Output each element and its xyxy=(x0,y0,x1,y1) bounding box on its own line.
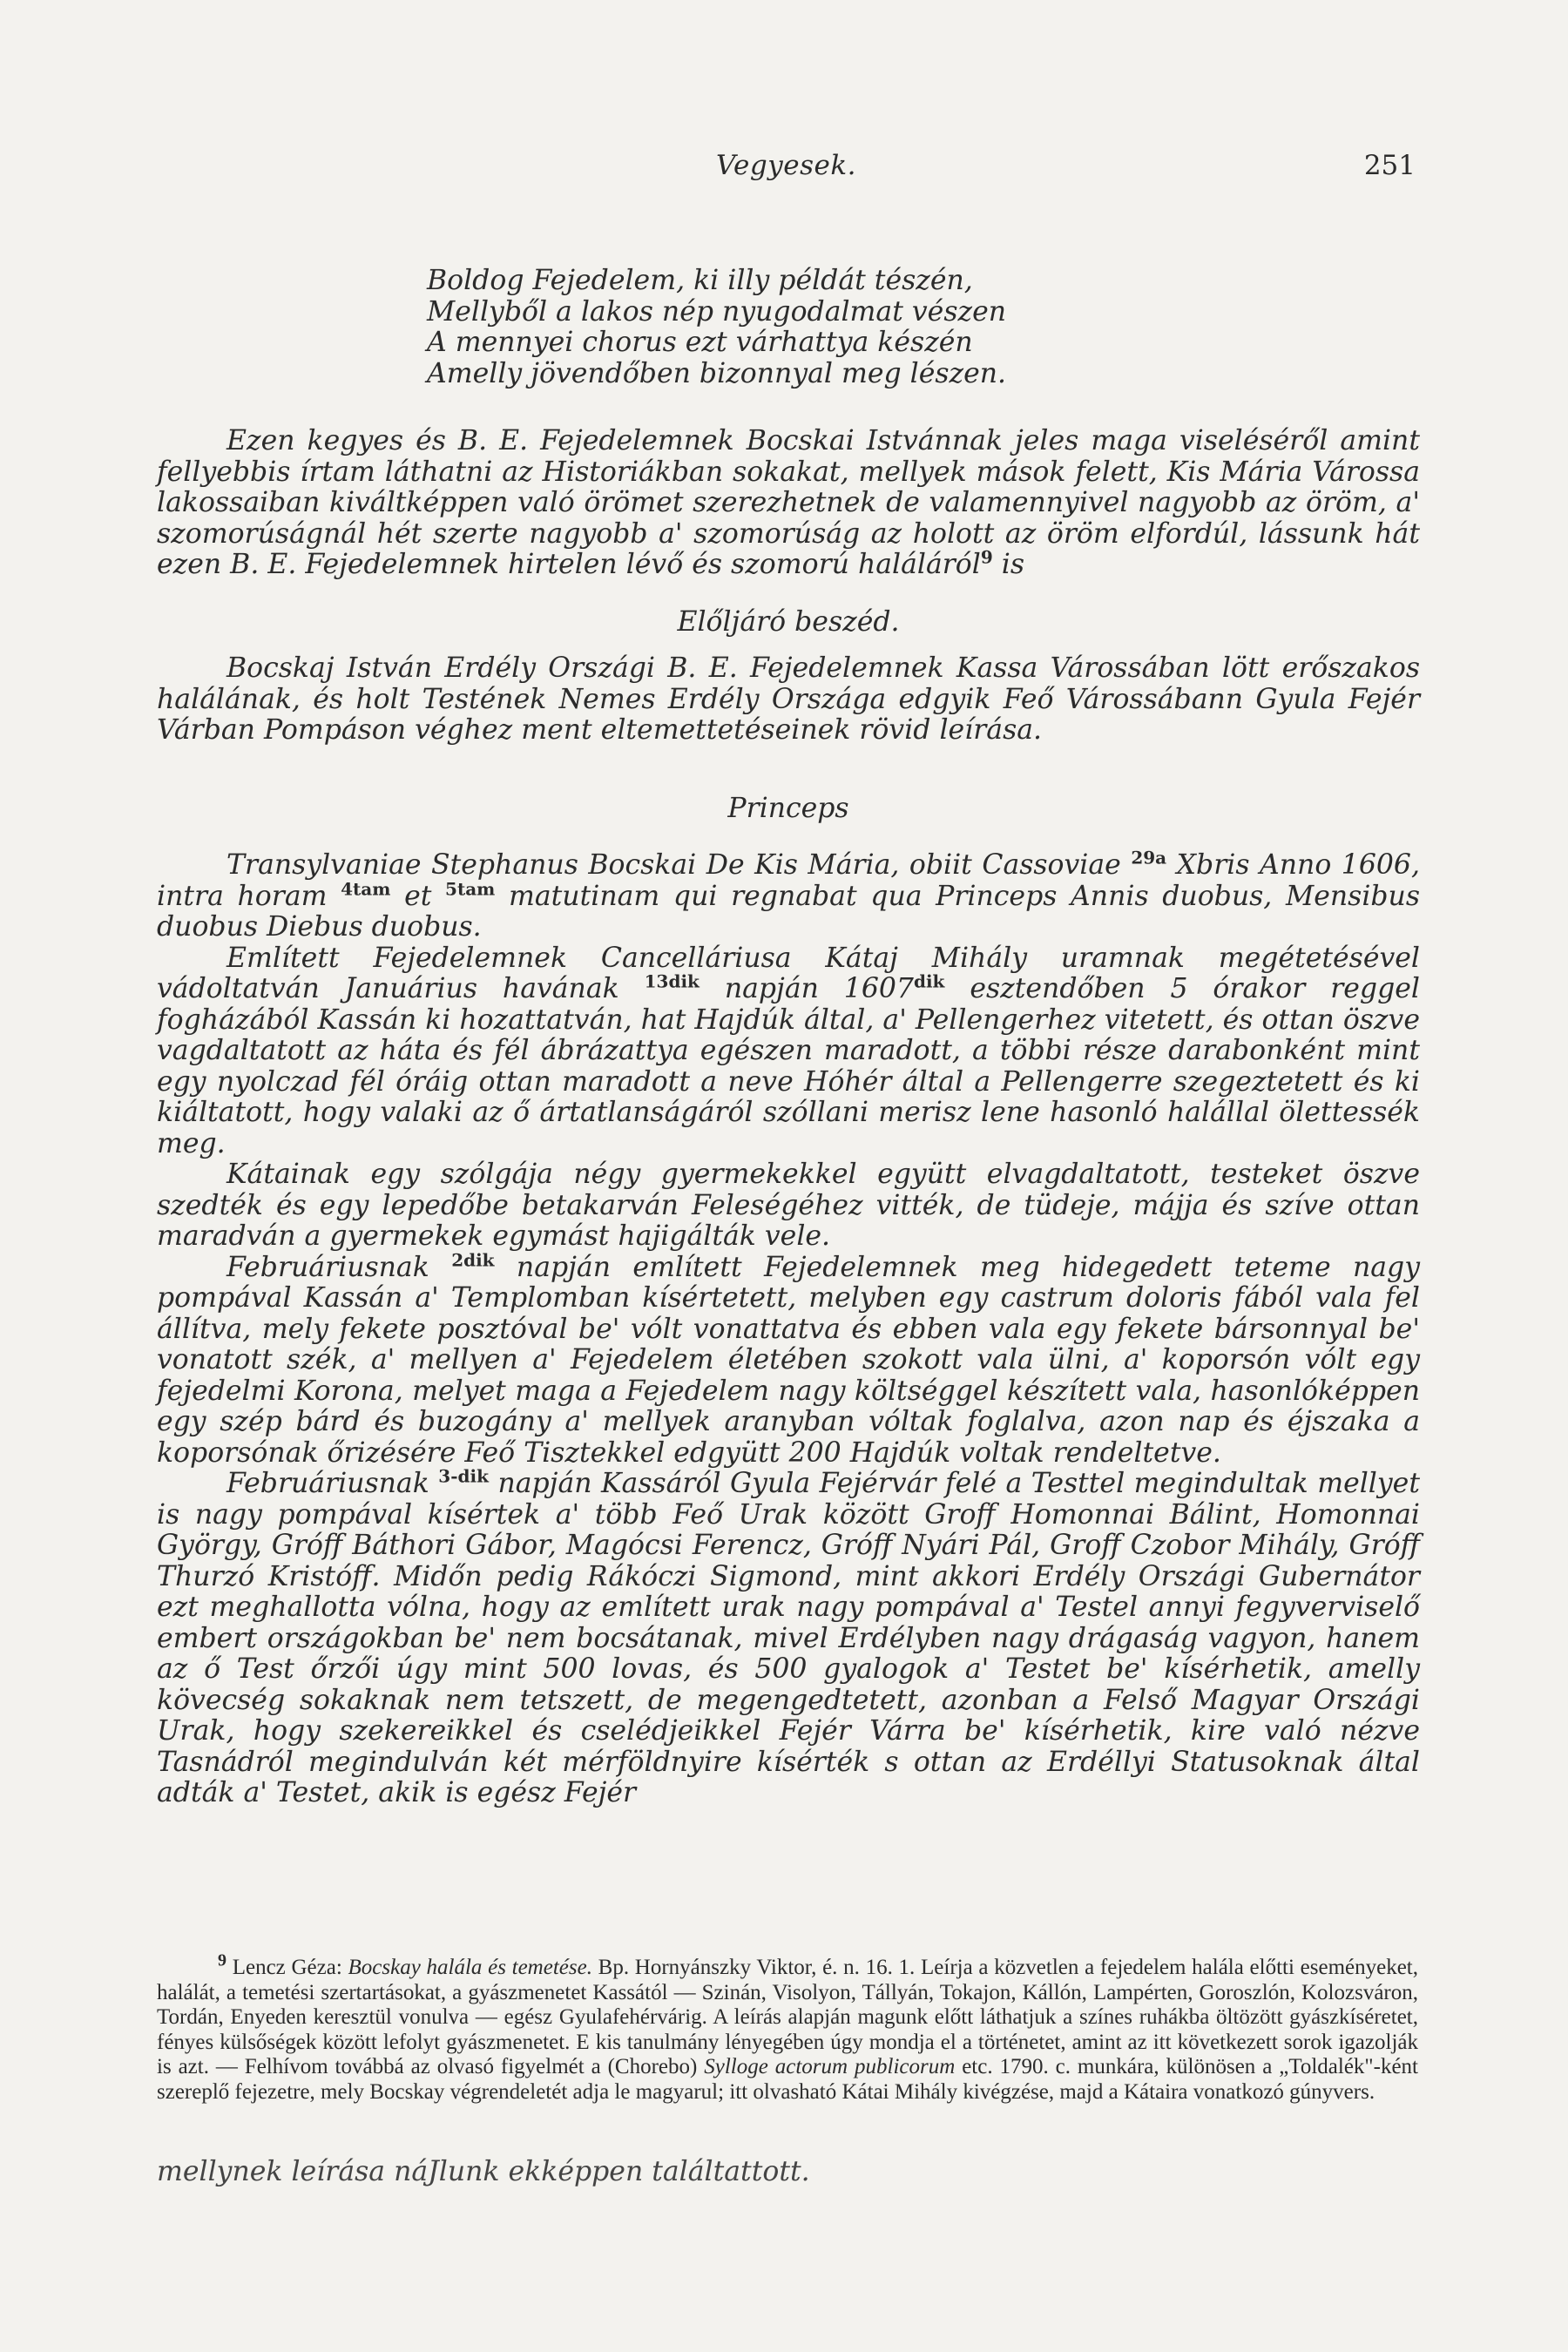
intro-text: Ezen kegyes és B. E. Fejedelemnek Bocskai Istvánnak jeles maga viseléséről amint fellyebbis írtam láthatni az Historiákban sokakat, mellyek mások felett, Kis Mária Várossa lakossaiban kiváltképpen való örömet szerezhetnek de valamennyivel nagyobb az öröm, a' szomorúságnál hét szerte nagyobb a' szomorúság az holott az öröm elfordúl, lássunk hát ezen B. E. Fejedelemnek hirtelen lévő és szomorú haláláról xyxy=(157,425,1420,580)
poem-line: Amelly jövendőben bizonnyal meg lészen. xyxy=(427,357,1007,389)
intro-end: is xyxy=(992,549,1025,580)
bleed-through-line: mellynek leírása náJlunk ekképpen találtattott. xyxy=(157,2156,810,2187)
body-text xyxy=(157,266,1420,1809)
paragraph-servant: Kátainak egy szólgája négy gyermekekkel együtt elvagdaltatott, testeket öszve szedték és egy lepedőbe betakarván Feleségéhez vitték, de tüdeje, májja és szíve ottan maradván a gyermekek egymást hajigálták vele. xyxy=(157,1159,1420,1252)
heading-preface: Előljáró beszéd. xyxy=(677,605,900,638)
latin-paragraph: Transylvaniae Stephanus Bocskai De Kis Mária, obiit Cassoviae $^{29a}$ Xbris Anno 1606, intra horam $^{4tam}$ et $^{5tam}$ matutinam qui regnabat qua Princeps Annis duobus, Mensibus duobus Diebus duobus. xyxy=(157,847,1421,943)
poem xyxy=(427,266,1420,389)
page-header xyxy=(157,150,1416,193)
preface-paragraph: Bocskaj István Erdély Országi B. E. Fejedelemnek Kassa Várossában lött erőszakos halálának, és holt Testének Nemes Erdély Országa edgyik Feő Várossábann Gyula Fejér Várban Pompáson véghez ment eltemettetéseinek rövid leírása. xyxy=(157,652,1420,746)
poem-line: A mennyei chorus ezt várhattya készén xyxy=(427,327,973,358)
paragraph-february-3: Februáriusnak $^{3-dik}$ napján Kassáról Gyula Fejérvár felé a Testtel megindultak mellyet is nagy pompával kísértek a' több Feő Urak között Groff Homonnai Bálint, Homonnai György, Gróff Báthori Gábor, Magócsi Ferencz, Gróff Nyári Pál, Groff Czobor Mihály, Gróff Thurzó Kristóff. Midőn pedig Rákóczi Sigmond, mint akkori Erdély Országi Gubernátor ezt meghallotta vólna, hogy az említett urak nagy pompával a' Testel annyi fegyverviselő embert országokban be' nem bocsátanak, mivel Erdélyben nagy drágaság vagyon, hanem az ő Test őrzői úgy mint 500 lovas, és 500 gyalogok a' Testet be' kísérhetik, amelly kövecség sokaknak nem tetszett, de megengedtetett, azonban a Felső Magyar Országi Urak, hogy szekereikkel és cselédjeikkel Fejér Várra be' kísérhetik, kire való nézve Tasnádról megindulván két mérföldnyire kísérték s ottan az Erdéllyi Statusoknak által adták a' Testet, akik is egész Fejér xyxy=(157,1465,1420,1808)
running-head: Vegyesek. xyxy=(716,150,856,181)
heading-princeps: Princeps xyxy=(727,792,849,824)
footnote-paragraph: $^9$ Lencz Géza: Bocskay halála és temetése. Bp. Hornyánszky Viktor, é. n. 16. 1. Leírja a közvetlen a fejedelem halála előtti eseményeket, halálát, a temetési szertartásokat, a gyászmenetet Kassától — Szinán, Visolyon, Tállyán, Tokajon, Kállón, Lampérten, Goroszlón, Kolozsváron, Tordán, Enyeden keresztül vonulva — egész Gyulafehérvárig. A leírás alapján magunk előtt láthatjuk a színes ruhákba öltözött gyászkíséretet, fényes külsőségek között lefolyt gyászmenetet. E kis tanulmány lényegében úgy mondja el a történetet, amint az itt következett sorok igazolják is azt. — Felhívom továbbá az olvasó figyelmét a (Chorebo) Sylloge actorum publicorum etc. 1790. c. munkára, különösen a „Toldalék"-ként szereplő fejezetre, mely Bocskay végrendeletét adja le magyarul; itt olvasható Kátai Mihály kivégzése, majd a Kátaira vonatkozó gúnyvers. xyxy=(157,1950,1419,2104)
paragraph-katai-execution: Említett Fejedelemnek Cancelláriusa Kátaj Mihály uramnak megétetésével vádoltatván Januárius havának $^{13dik}$ napján $1607^{dik}$ esztendőben 5 órakor reggel fogházából Kassán ki hozattatván, hat Hajdúk által, a' Pellengerhez vitetett, és ottan öszve vagdaltatott az háta és fél ábrázattya egészen maradott, a többi része darabonként mint egy nyolczad fél óráig ottan maradott a neve Hóhér által a Pellengerre szegeztetett és ki kiáltatott, hogy valaki az ő ártatlanságáról szóllani merisz lene hasonló halállal ölettessék meg. xyxy=(157,942,1420,1159)
poem-line: Boldog Fejedelem, ki illy példát tészén, xyxy=(427,265,973,296)
poem-line: Mellyből a lakos nép nyugodalmat vészen xyxy=(427,295,1007,328)
footnote-mark: 9 xyxy=(218,1950,226,1970)
footnote xyxy=(157,1950,1419,2105)
paragraph-february-2: Februáriusnak $^{2dik}$ napján említett Fejedelemnek meg hidegedett teteme nagy pompával Kassán a' Templomban kísértetett, melyben egy castrum doloris fából vala fel állítva, mely fekete posztóval be' vólt vonattatva és ebben vala egy fekete bársonnyal be' vonatott szék, a' mellyen a' Fejedelem életében szokott vala ülni, a' koporsón vólt egy fejedelmi Korona, melyet maga a Fejedelem nagy költséggel készített vala, hasonlóképpen egy szép bárd és buzogány a' mellyek aranyban vóltak foglalva, azon nap és éjszaka a koporsónak őrizésére Feő Tisztekkel edgyütt 200 Hajdúk voltak rendeltetve. xyxy=(157,1249,1420,1469)
footnote-reference: 9 xyxy=(980,546,993,568)
page-number: 251 xyxy=(1363,150,1416,181)
intro-paragraph xyxy=(157,426,1420,581)
